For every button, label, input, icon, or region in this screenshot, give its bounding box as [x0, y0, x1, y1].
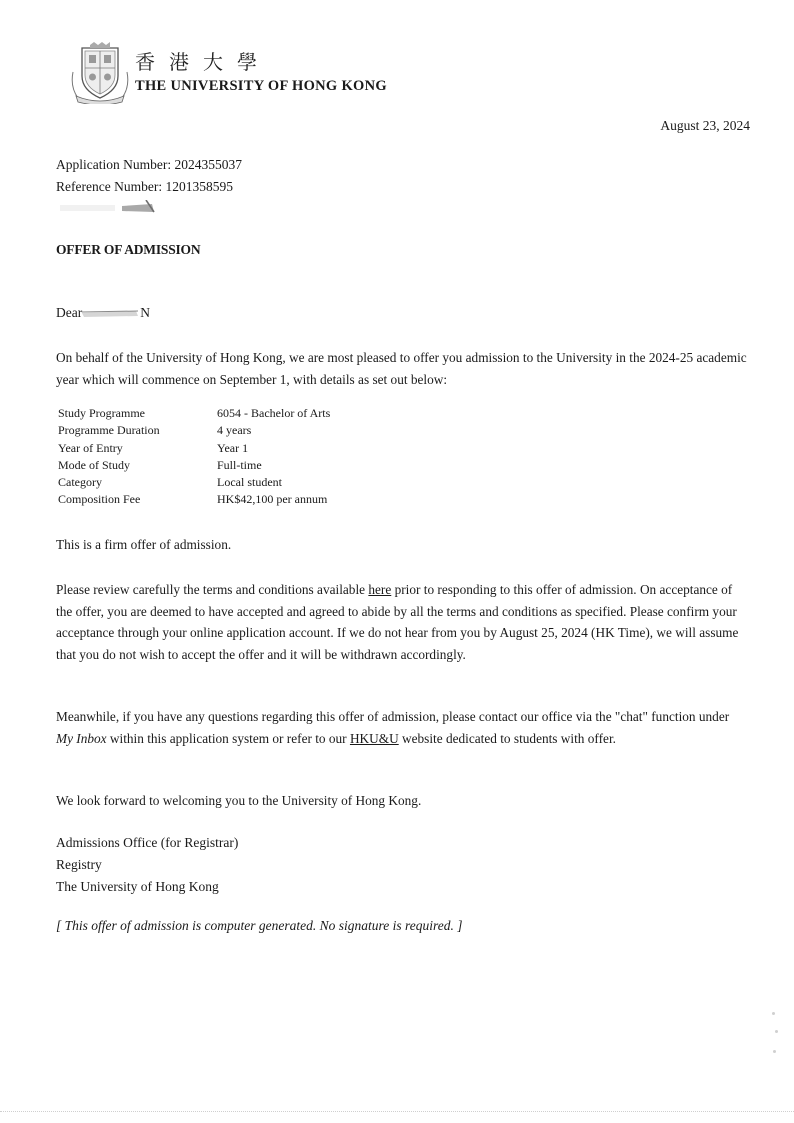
detail-label: Mode of Study [58, 457, 130, 472]
table-row [58, 474, 330, 491]
scan-edge-line [0, 1111, 794, 1112]
terms-here-link[interactable]: here [368, 582, 392, 597]
intro-line: On behalf of the University of Hong Kong, we are most pleased to offer you admission to the University in the 2024-25 academic [56, 350, 747, 365]
scan-speck [772, 1012, 775, 1015]
admission-details-table [58, 405, 330, 509]
redacted-recipient-name [82, 308, 140, 320]
salutation-prefix: Dear [56, 305, 83, 320]
detail-label: Composition Fee [58, 492, 141, 507]
university-name-english: THE UNIVERSITY OF HONG KONG [135, 78, 387, 94]
closing-line: We look forward to welcoming you to the University of Hong Kong. [56, 793, 422, 808]
detail-label: Year of Entry [58, 440, 123, 455]
firm-offer-statement: This is a firm offer of admission. [56, 537, 232, 552]
scan-speck [775, 1030, 778, 1033]
salutation [56, 305, 150, 321]
contact-line: Meanwhile, if you have any questions regarding this offer of admission, please contact our office via the "chat" function under [56, 709, 730, 724]
application-number: Application Number: 2024355037 [56, 157, 242, 172]
contact-text: within this application system or refer to our [106, 730, 350, 746]
scan-speck [773, 1050, 776, 1053]
table-row [58, 440, 330, 457]
signature-block [56, 832, 238, 897]
intro-line: year which will commence on September 1, with details as set out below: [56, 371, 448, 387]
detail-value: Local student [217, 475, 282, 490]
terms-line: that you do not wish to accept the offer and it will be withdrawn accordingly. [56, 646, 466, 662]
table-row [58, 422, 330, 439]
terms-line: the offer, you are deemed to have accepted and agreed to abide by all the terms and conditions as specified. Please confirm your [56, 603, 737, 619]
signature-line: Registry [56, 856, 102, 872]
detail-label: Programme Duration [58, 423, 160, 438]
signature-line: Admissions Office (for Registrar) [56, 835, 239, 850]
computer-generated-note: [ This offer of admission is computer generated. No signature is required. ] [56, 918, 463, 933]
letter-date: August 23, 2024 [660, 118, 750, 133]
terms-text: Please review carefully the terms and conditions available [56, 582, 369, 597]
hku-crest-icon [70, 42, 130, 104]
contact-text: website dedicated to students with offer. [398, 730, 616, 746]
table-row [58, 405, 330, 422]
detail-value: Full-time [217, 457, 262, 472]
signature-line: The University of Hong Kong [56, 878, 219, 894]
my-inbox-label: My Inbox [56, 730, 107, 746]
terms-text: prior to responding to this offer of admission. On acceptance of [391, 582, 733, 597]
salutation-suffix: N [140, 305, 150, 320]
detail-label: Study Programme [58, 406, 145, 420]
detail-value: HK$42,100 per annum [217, 492, 328, 507]
detail-value: Year 1 [217, 440, 249, 455]
terms-line: acceptance through your online application account. If we do not hear from you by August 25, 2024 (HK Time), we will assume [56, 625, 739, 640]
intro-paragraph [56, 347, 756, 390]
offer-heading: OFFER OF ADMISSION [56, 242, 201, 257]
contact-line [56, 728, 756, 750]
reference-number: Reference Number: 1201358595 [56, 179, 233, 194]
contact-paragraph [56, 706, 756, 749]
hku-u-link[interactable]: HKU&U [349, 730, 399, 746]
table-row [58, 491, 330, 508]
university-name-chinese: 香港大學 [135, 50, 271, 74]
terms-paragraph [56, 579, 756, 665]
redacted-name-block [60, 200, 155, 216]
table-row [58, 457, 330, 474]
terms-line [56, 579, 756, 601]
detail-value: 6054 - Bachelor of Arts [217, 406, 331, 420]
detail-label: Category [58, 475, 102, 490]
detail-value: 4 years [217, 423, 252, 438]
